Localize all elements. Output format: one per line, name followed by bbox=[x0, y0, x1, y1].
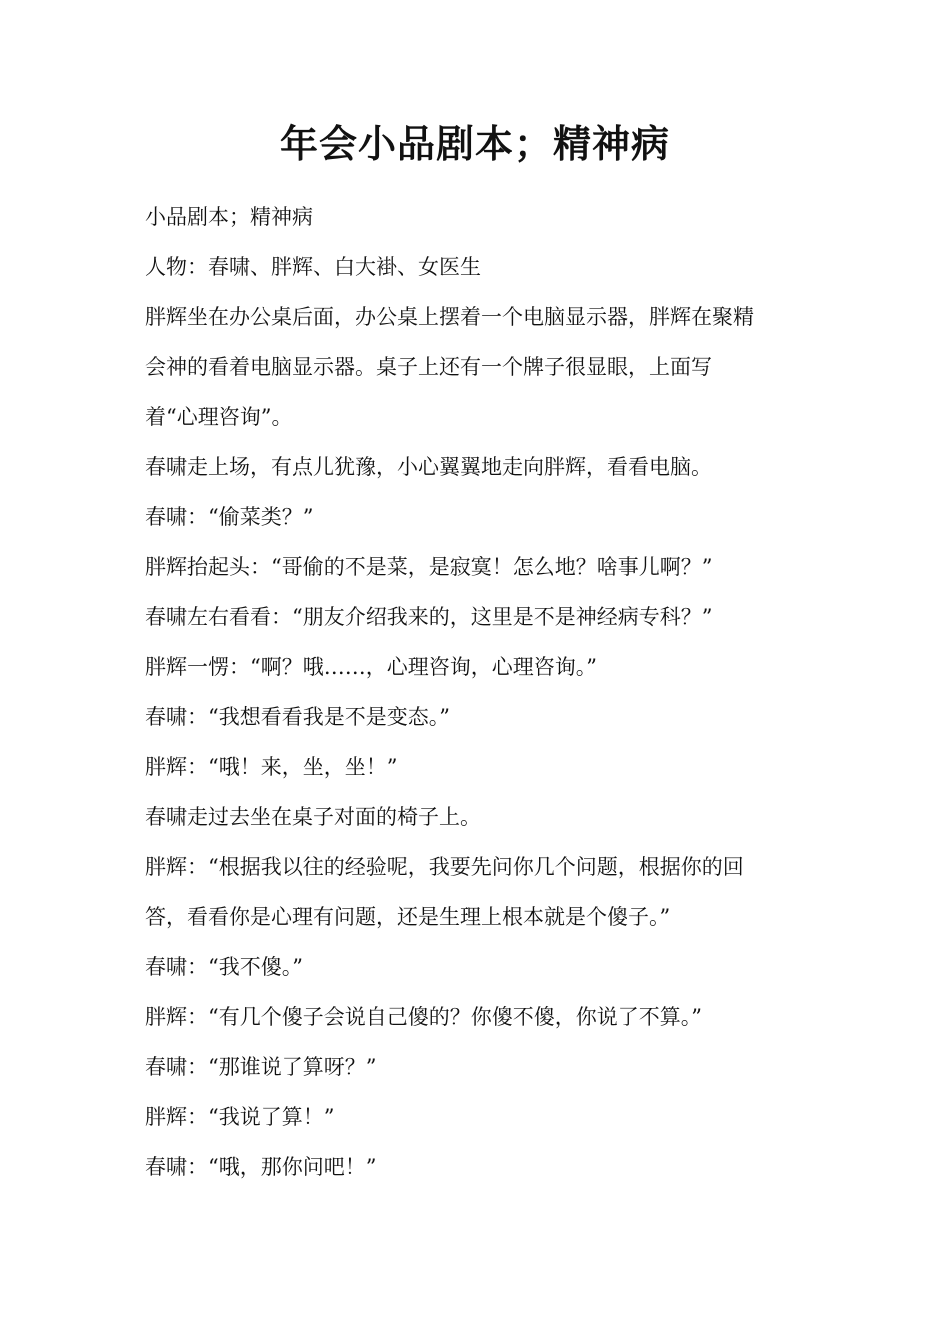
text-line: 胖辉：“根据我以往的经验呢，我要先问你几个问题，根据你的回 bbox=[145, 855, 744, 879]
text-line: 胖辉：“我说了算！” bbox=[145, 1105, 335, 1129]
text-line: 人物：春啸、胖辉、白大褂、女医生 bbox=[145, 255, 481, 279]
text-line: 胖辉：“哦！来，坐，坐！” bbox=[145, 755, 398, 779]
text-line: 春啸走上场，有点儿犹豫，小心翼翼地走向胖辉，看看电脑。 bbox=[145, 455, 712, 479]
text-line: 胖辉一愣：“啊？哦……，心理咨询，心理咨询。” bbox=[145, 655, 597, 679]
text-line: 胖辉坐在办公桌后面，办公桌上摆着一个电脑显示器，胖辉在聚精 bbox=[145, 305, 754, 329]
document-body bbox=[145, 192, 805, 1192]
text-line: 小品剧本；精神病 bbox=[145, 205, 313, 229]
text-line: 春啸：“偷菜类？” bbox=[145, 505, 314, 529]
text-line: 答，看看你是心理有问题，还是生理上根本就是个傻子。” bbox=[145, 905, 671, 929]
text-line: 春啸：“我不傻。” bbox=[145, 955, 303, 979]
text-line: 春啸走过去坐在桌子对面的椅子上。 bbox=[145, 805, 481, 829]
text-line: 春啸：“我想看看我是不是变态。” bbox=[145, 705, 450, 729]
text-line: 春啸：“那谁说了算呀？” bbox=[145, 1055, 377, 1079]
text-line: 春啸左右看看：“朋友介绍我来的，这里是不是神经病专科？” bbox=[145, 605, 713, 629]
text-line: 胖辉抬起头：“哥偷的不是菜，是寂寞！怎么地？啥事儿啊？” bbox=[145, 555, 713, 579]
text-line: 胖辉：“有几个傻子会说自己傻的？你傻不傻，你说了不算。” bbox=[145, 1005, 702, 1029]
document-title: 年会小品剧本；精神病 bbox=[279, 122, 670, 166]
text-line: 着“心理咨询”。 bbox=[145, 405, 293, 429]
text-line: 会神的看着电脑显示器。桌子上还有一个牌子很显眼，上面写 bbox=[145, 355, 712, 379]
text-line: 春啸：“哦，那你问吧！” bbox=[145, 1155, 377, 1179]
